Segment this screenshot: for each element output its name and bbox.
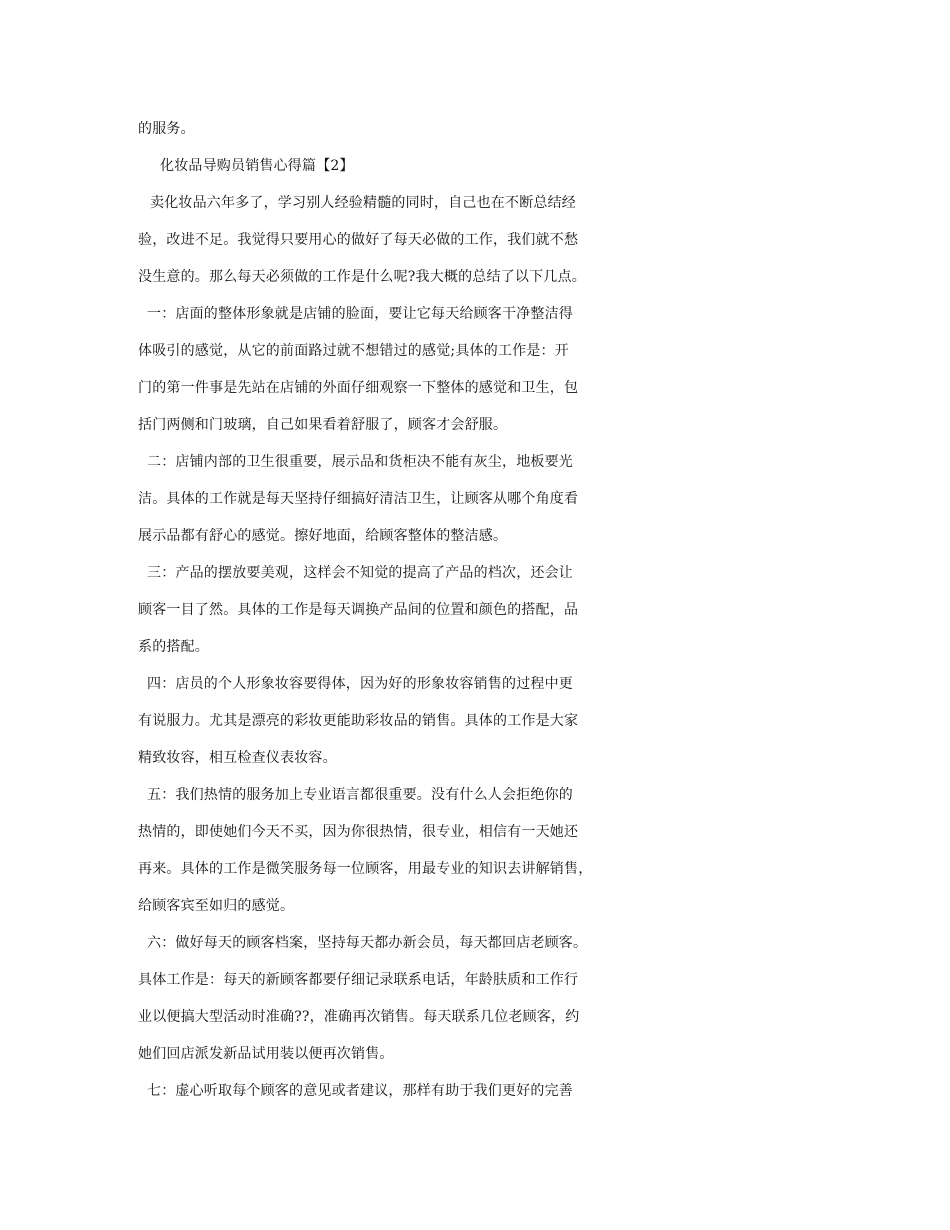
- text-line: 洁。具体的工作就是每天坚持仔细搞好清洁卫生，让顾客从哪个角度看: [138, 491, 579, 507]
- text-line: 她们回店派发新品试用装以便再次销售。: [138, 1046, 394, 1062]
- text-line: 七：虚心听取每个顾客的意见或者建议，那样有助于我们更好的完善: [147, 1083, 573, 1099]
- text-line: 展示品都有舒心的感觉。擦好地面，给顾客整体的整洁感。: [138, 528, 508, 544]
- text-line: 四：店员的个人形象妆容要得体，因为好的形象妆容销售的过程中更: [147, 676, 573, 692]
- text-line: 再来。具体的工作是微笑服务每一位顾客，用最专业的知识去讲解销售，: [138, 861, 593, 877]
- text-line: 三：产品的摆放要美观，这样会不知觉的提高了产品的档次，还会让: [147, 565, 573, 581]
- text-line: 具体工作是：每天的新顾客都要仔细记录联系电话，年龄肤质和工作行: [138, 972, 579, 988]
- text-line: 括门两侧和门玻璃，自己如果看着舒服了，顾客才会舒服。: [138, 417, 508, 433]
- text-line: 热情的，即使她们今天不买，因为你很热情，很专业，相信有一天她还: [138, 824, 579, 840]
- section-heading: 化妆品导购员销售心得篇【2】: [160, 158, 354, 174]
- text-line: 二：店铺内部的卫生很重要，展示品和货柜决不能有灰尘，地板要光: [147, 454, 573, 470]
- article-body: [138, 111, 818, 1110]
- text-line: 验，改进不足。我觉得只要用心的做好了每天必做的工作，我们就不愁: [138, 232, 579, 248]
- text-line: 没生意的。那么每天必须做的工作是什么呢?我大概的总结了以下几点。: [138, 269, 586, 285]
- text-line: 体吸引的感觉，从它的前面路过就不想错过的感觉;具体的工作是：开: [138, 343, 569, 359]
- text-line: 精致妆容，相互检查仪表妆容。: [138, 750, 337, 766]
- text-line: 有说服力。尤其是漂亮的彩妆更能助彩妆品的销售。具体的工作是大家: [138, 713, 579, 729]
- text-line: 六：做好每天的顾客档案，坚持每天都办新会员，每天都回店老顾客。: [147, 935, 588, 951]
- text-line: 系的搭配。: [138, 639, 209, 655]
- text-line: 的服务。: [138, 121, 195, 137]
- text-line: 门的第一件事是先站在店铺的外面仔细观察一下整体的感觉和卫生，包: [138, 380, 579, 396]
- text-line: 五：我们热情的服务加上专业语言都很重要。没有什么人会拒绝你的: [147, 787, 573, 803]
- text-line: 一：店面的整体形象就是店铺的脸面，要让它每天给顾客干净整洁得: [147, 306, 573, 322]
- text-line: 顾客一目了然。具体的工作是每天调换产品间的位置和颜色的搭配，品: [138, 602, 579, 618]
- text-line: 业以便搞大型活动时准确??，准确再次销售。每天联系几位老顾客，约: [138, 1009, 580, 1025]
- text-line: 给顾客宾至如归的感觉。: [138, 898, 295, 914]
- text-line: 卖化妆品六年多了，学习别人经验精髓的同时，自己也在不断总结经: [150, 195, 576, 211]
